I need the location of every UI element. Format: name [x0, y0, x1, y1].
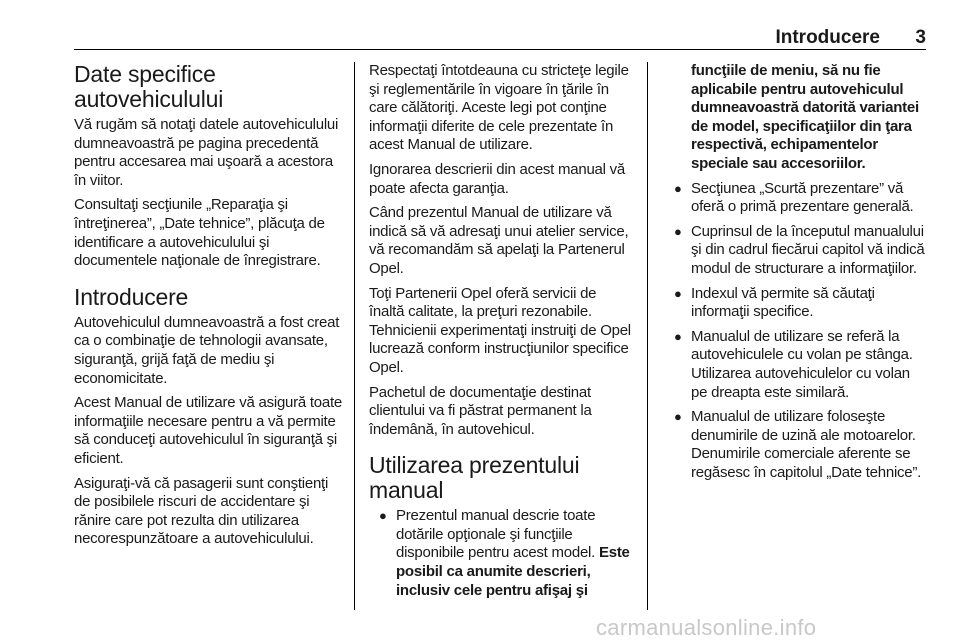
paragraph: Când prezentul Manual de utilizare vă indică să vă adresaţi unui atelier service, vă recomandăm să apelaţi la Partenerul Opel. — [369, 204, 629, 277]
bullet-icon: ● — [379, 508, 387, 524]
column-divider-2 — [647, 62, 648, 610]
column-3 — [664, 62, 928, 488]
list-item — [664, 223, 928, 279]
column-divider-1 — [354, 62, 355, 610]
bullet-icon: ● — [674, 285, 682, 301]
list-item-text: Manualul de utilizare se referă la autovehiculele cu volan pe stânga. Utilizarea autovehiculelor cu volan pe dreapta este similară. — [691, 327, 913, 401]
section-title-introduction: Introducere — [74, 283, 189, 310]
bullet-list — [664, 180, 928, 483]
list-item — [664, 408, 928, 482]
list-item-bold-text: funcţiile de meniu, să nu fie aplicabile pentru autovehiculul dumneavoastră datorită variantei de model, specificaţiilor din ţara respectivă, echipamentelor speciale sau accesoriilor. — [691, 62, 919, 172]
paragraph: Autovehiculul dumneavoastră a fost creat ca o combinaţie de tehnologii avansate, siguranţă, grijă faţă de mediu şi economicitate. — [74, 313, 340, 387]
header-title: Introducere — [775, 27, 880, 48]
watermark: carmanualsonline.info — [596, 615, 817, 640]
paragraph: Acest Manual de utilizare vă asigură toate informaţiile necesare pentru a vă permite să conduceţi autovehiculul în siguranţă şi eficient. — [74, 394, 342, 467]
column-1 — [74, 62, 344, 555]
paragraph: Consultaţi secţiunile „Reparaţia şi întreţinerea”, „Date tehnice”, plăcuţa de identificare a autovehiculului şi documentele naţionale de înregistrare. — [74, 196, 325, 270]
bullet-icon: ● — [674, 409, 682, 425]
list-item — [664, 285, 928, 322]
paragraph: Vă rugăm să notaţi datele autovehiculului dumneavoastră pe pagina precedentă pentru accesarea mai uşoară a acestora în viitor. — [74, 116, 339, 189]
paragraph: Toţi Partenerii Opel oferă servicii de înaltă calitate, la preţuri rezonabile. Tehnicienii experimentaţi instruiţi de Opel lucrează conform instrucţiunilor specifice Opel. — [369, 284, 631, 376]
list-item-bold-text: Este posibil ca anumite descrieri, inclusiv cele pentru afişaj şi — [396, 544, 630, 599]
page-number: 3 — [915, 27, 926, 48]
list-item — [664, 328, 928, 402]
bullet-icon: ● — [674, 328, 682, 344]
paragraph: Ignorarea descrierii din acest manual vă poate afecta garanţia. — [369, 160, 625, 197]
list-item — [369, 507, 634, 600]
list-item-text: Cuprinsul de la începutul manualului şi din cadrul fiecărui capitol vă indică modul de structurare a informaţiilor. — [691, 222, 925, 277]
page-header — [74, 27, 926, 50]
column-2 — [369, 62, 634, 606]
bullet-list — [369, 507, 634, 600]
list-item-text: Manualul de utilizare foloseşte denumirile de uzină ale motoarelor. Denumirile comerciale aferente se regăsesc în capitolul „Date tehnice”. — [691, 408, 922, 481]
paragraph: Respectaţi întotdeauna cu stricteţe legile şi reglementările în vigoare în ţările în care călătoriţi. Aceste legi pot conţine informaţii diferite de cele prezentate în acest Manual de utilizare. — [369, 62, 629, 154]
bullet-icon: ● — [674, 180, 682, 196]
list-item-text: Prezentul manual descrie toate dotările opţionale şi funcţiile disponibile pentru acest model. — [396, 507, 599, 562]
bullet-icon: ● — [674, 223, 682, 239]
section-title-using-manual: Utilizarea prezentului manual — [369, 452, 580, 504]
section-title-vehicle-data: Date specifice autovehiculului — [74, 61, 224, 112]
list-item-continuation — [664, 62, 928, 174]
list-item-text: Indexul vă permite să căutaţi informaţii specifice. — [691, 284, 875, 321]
list-item-text: Secţiunea „Scurtă prezentare” vă oferă o primă prezentare generală. — [691, 179, 914, 216]
paragraph: Pachetul de documentaţie destinat clientului va fi păstrat permanent la îndemână, în autovehicul. — [369, 383, 592, 438]
list-item — [664, 180, 928, 217]
paragraph: Asiguraţi-vă că pasagerii sunt conştienţi de posibilele riscuri de accidentare şi rănire care pot rezulta din utilizarea necorespunzătoare a autovehiculului. — [74, 474, 329, 548]
